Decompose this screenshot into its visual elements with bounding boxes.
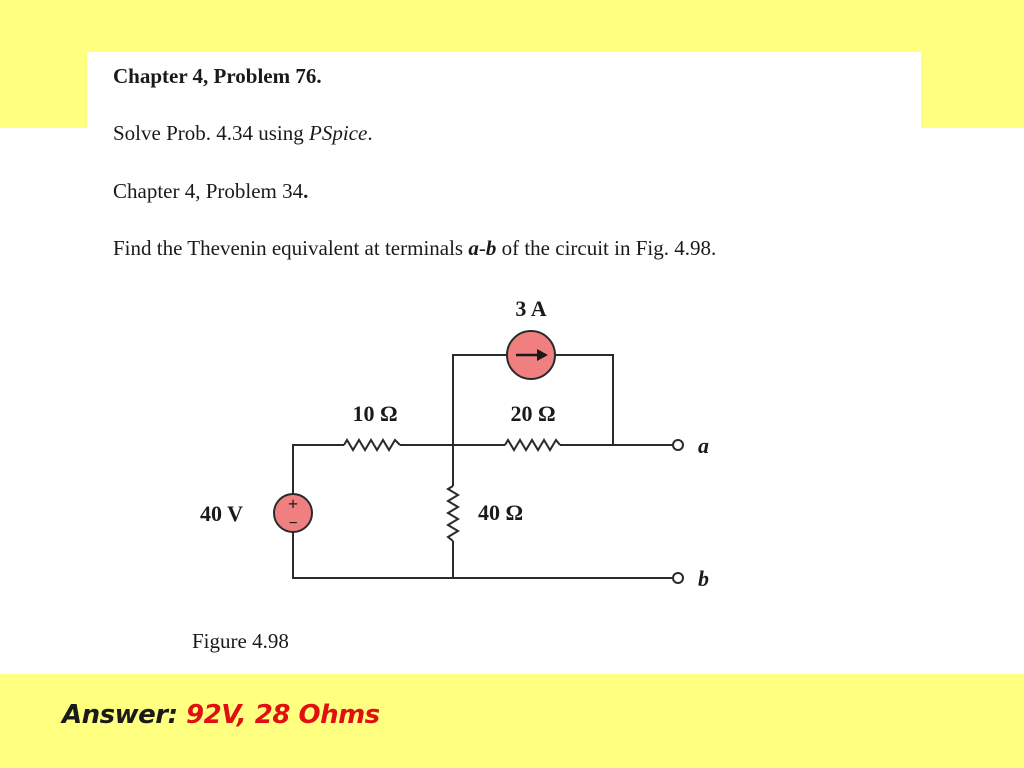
question-terminal-b: b: [485, 236, 497, 260]
instruction-prefix: Solve Prob. 4.34 using: [113, 121, 310, 145]
question-terminal-a: a: [468, 236, 479, 260]
resistor-10-ohm: [344, 440, 400, 450]
wire-current-source-left: [453, 355, 507, 445]
resistor-20-ohm: [505, 440, 560, 450]
voltage-plus-sign: +: [287, 494, 299, 514]
wire-top-left: [293, 445, 344, 495]
resistor-20-label: 20 Ω: [510, 401, 556, 426]
instruction-suffix: .: [367, 121, 373, 145]
answer-line: [62, 700, 380, 730]
terminal-a-label: a: [698, 433, 709, 458]
problem-title-period: .: [303, 179, 309, 203]
question-dash: -: [478, 236, 486, 260]
problem-title-text: Chapter 4, Problem 34: [113, 179, 304, 203]
question-suffix: of the circuit in Fig. 4.98.: [496, 236, 717, 260]
instruction-tool: PSpice: [309, 121, 368, 145]
chapter-title: Chapter 4, Problem 76.: [113, 64, 322, 88]
wire-current-source-right: [555, 355, 613, 445]
figure-caption: Figure 4.98: [192, 629, 289, 653]
current-source-label: 3 A: [515, 296, 547, 321]
voltage-minus-sign: −: [288, 515, 298, 532]
resistor-40-label: 40 Ω: [478, 500, 524, 525]
answer-label: Answer:: [62, 700, 178, 730]
terminal-b-node: [673, 573, 683, 583]
terminal-b-label: b: [698, 566, 709, 591]
resistor-10-label: 10 Ω: [352, 401, 398, 426]
terminal-a-node: [673, 440, 683, 450]
answer-value: 92V, 28 Ohms: [186, 700, 380, 730]
resistor-40-ohm: [448, 486, 458, 541]
voltage-source-label: 40 V: [200, 501, 243, 526]
wire-bottom: [293, 531, 673, 578]
question-prefix: Find the Thevenin equivalent at terminals: [113, 236, 469, 260]
